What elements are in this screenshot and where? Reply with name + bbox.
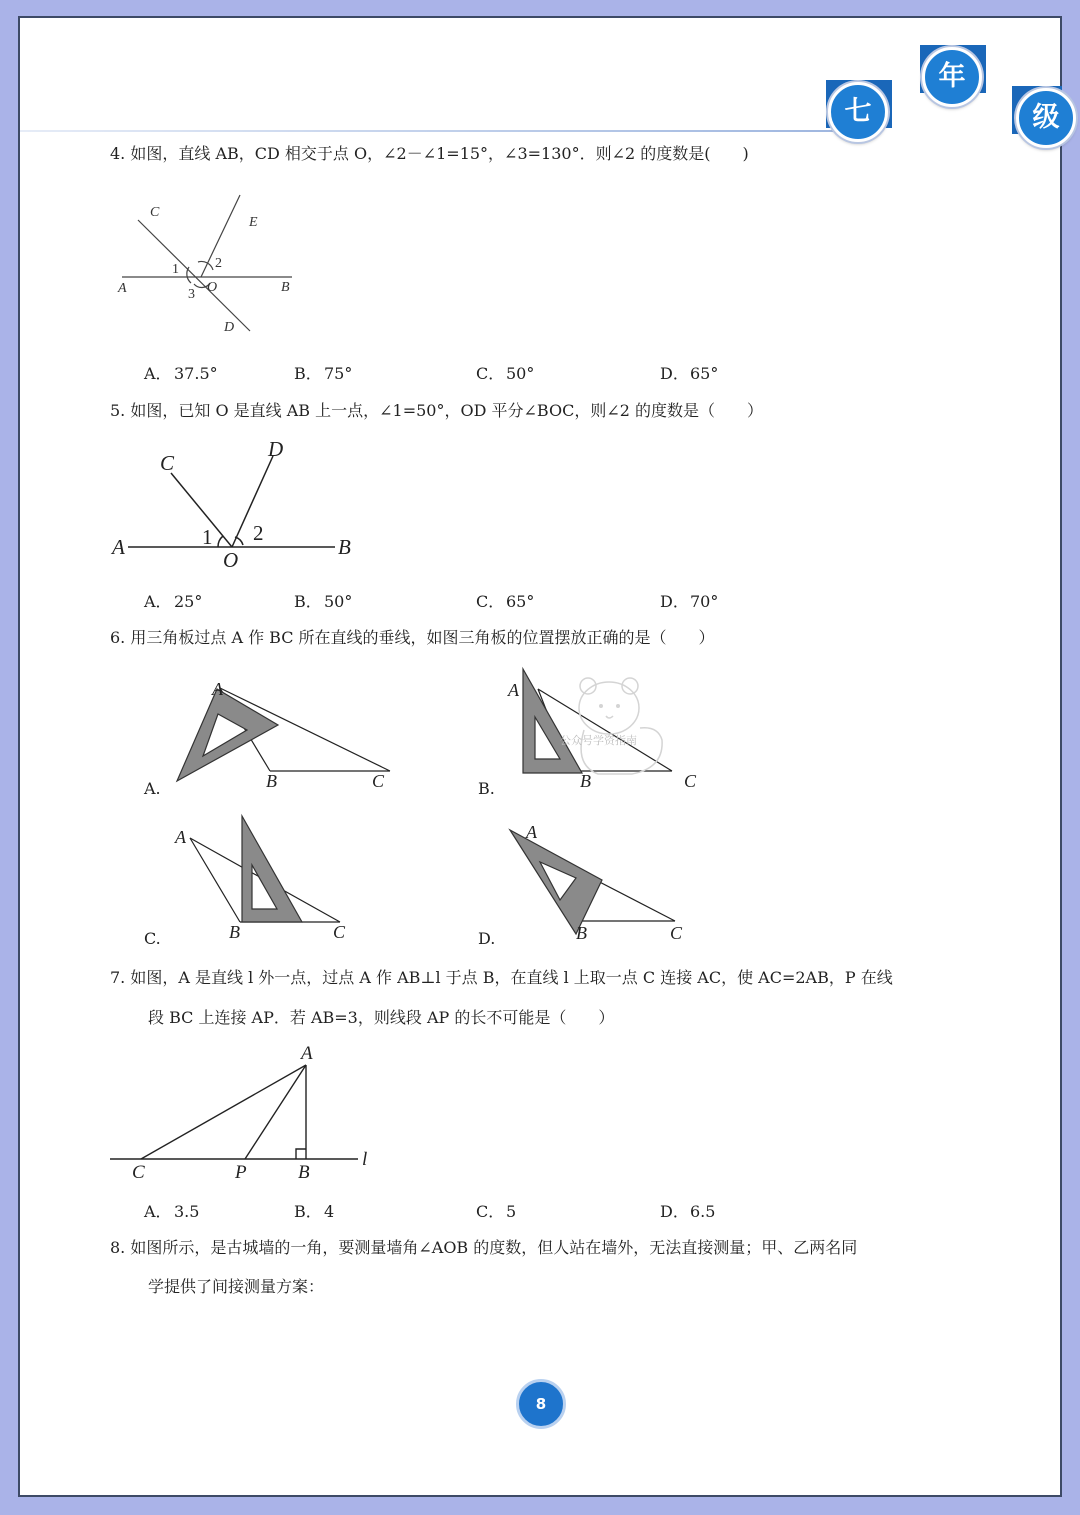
q4-label-a: A (118, 281, 127, 296)
q7-option-a[interactable]: A． 3.5 (144, 1202, 200, 1221)
worksheet-page (18, 16, 1062, 1497)
q6a-label-c: C (372, 771, 385, 791)
q4-label-o: O (207, 280, 218, 295)
q4-option-b[interactable]: B． 75° (294, 364, 353, 383)
q7-option-b[interactable]: B． 4 (294, 1202, 335, 1221)
q6d-label-a: A (526, 822, 537, 842)
q7-label-p: P (235, 1162, 247, 1183)
q4-label-d: D (224, 320, 235, 335)
q4-label-e: E (249, 215, 258, 230)
question-8-stem-line1: 8. 如图所示，是古城墙的一角，要测量墙角∠AOB 的度数，但人站在墙外，无法直接测量；甲、乙两名同 (110, 1238, 858, 1257)
q6-figure-d (500, 818, 730, 948)
question-7-stem-line1: 7. 如图，A 是直线 l 外一点，过点 A 作 AB⊥l 于点 B，在直线 l 上取一点 C 连接 AC，使 AC=2AB，P 在线 (110, 968, 893, 987)
q6-figure-c (160, 813, 420, 953)
q6a-label-b: B (266, 771, 277, 791)
q6c-label-c: C (333, 922, 346, 942)
watermark-text: 公众号学资指南 (560, 734, 637, 747)
header-divider (20, 130, 860, 132)
q5-label-a: A (112, 535, 125, 559)
q4-option-c[interactable]: C． 50° (476, 364, 535, 383)
question-5-stem: 5. 如图，已知 O 是直线 AB 上一点，∠1=50°，OD 平分∠BOC，则∠2 的度数是（ ） (110, 401, 764, 420)
grade-char-1: 七 (828, 82, 888, 142)
question-8-stem-line2: 学提供了间接测量方案： (148, 1277, 325, 1296)
q5-label-2: 2 (253, 521, 264, 545)
q5-option-a[interactable]: A． 25° (144, 592, 203, 611)
q6d-label-c: C (670, 923, 683, 943)
q4-label-b: B (281, 280, 290, 295)
q7-label-l: l (362, 1149, 368, 1170)
q4-label-c: C (150, 205, 160, 220)
question-4-stem: 4. 如图，直线 AB，CD 相交于点 O，∠2－∠1=15°，∠3=130°．则∠2 的度数是( ) (110, 144, 749, 163)
q6c-label-b: B (229, 922, 240, 942)
q7-label-a: A (301, 1043, 313, 1064)
question-6-stem: 6. 用三角板过点 A 作 BC 所在直线的垂线，如图三角板的位置摆放正确的是（ ） (110, 628, 715, 647)
q6-option-d[interactable]: D. (478, 929, 496, 948)
q6-option-b[interactable]: B. (478, 779, 495, 798)
q6a-label-a: A (212, 679, 223, 699)
q6b-label-a: A (508, 680, 519, 700)
q5-label-c: C (160, 451, 175, 475)
q4-label-1: 1 (172, 262, 179, 277)
grade-char-3: 级 (1016, 88, 1076, 148)
q4-option-a[interactable]: A． 37.5° (144, 364, 218, 383)
q5-label-b: B (338, 535, 351, 559)
question-7-figure (108, 1043, 398, 1188)
q5-option-d[interactable]: D．70° (660, 592, 719, 611)
q6-option-a[interactable]: A. (144, 779, 161, 798)
q4-label-2: 2 (215, 256, 222, 271)
q7-option-d[interactable]: D．6.5 (660, 1202, 716, 1221)
bear-watermark-icon (568, 670, 678, 780)
q5-label-d: D (268, 437, 284, 461)
q6-figure-a (160, 678, 420, 798)
page-number: 8 (516, 1379, 566, 1429)
question-5-figure (110, 436, 370, 586)
question-7-stem-line2: 段 BC 上连接 AP．若 AB=3，则线段 AP 的长不可能是（ ） (148, 1008, 615, 1027)
q6b-label-c: C (684, 771, 697, 791)
grade-char-2: 年 (922, 47, 982, 107)
q7-label-c: C (132, 1162, 145, 1183)
q5-option-c[interactable]: C． 65° (476, 592, 535, 611)
q6d-label-b: B (576, 923, 587, 943)
q7-option-c[interactable]: C． 5 (476, 1202, 517, 1221)
q5-label-o: O (223, 548, 239, 572)
q5-option-b[interactable]: B． 50° (294, 592, 353, 611)
question-4-figure (110, 188, 310, 348)
q4-label-3: 3 (188, 287, 195, 302)
q6c-label-a: A (175, 827, 186, 847)
q6-option-c[interactable]: C. (144, 929, 161, 948)
q4-option-d[interactable]: D．65° (660, 364, 719, 383)
q6b-label-b: B (580, 771, 591, 791)
q5-label-1: 1 (202, 525, 213, 549)
q7-label-b: B (298, 1162, 310, 1183)
